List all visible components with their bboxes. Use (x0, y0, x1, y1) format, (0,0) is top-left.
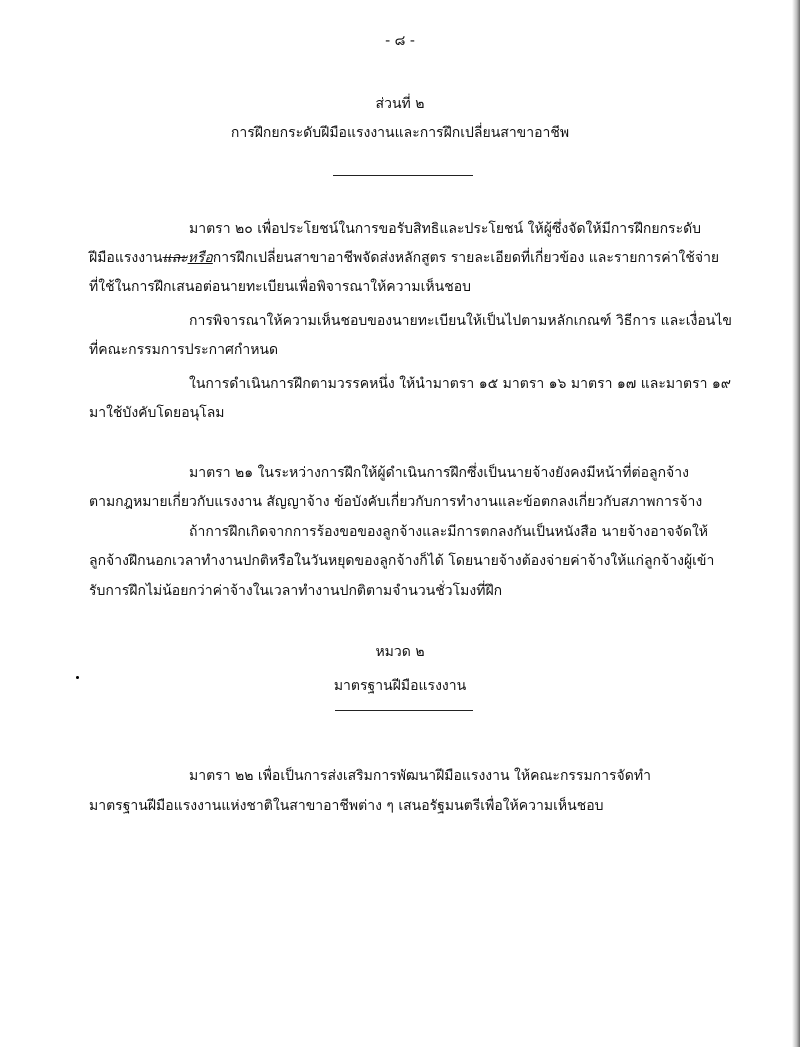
handwritten-correction: หรือ (187, 250, 213, 266)
section21-line1: มาตรา ๒๑ ในระหว่างการฝึกให้ผู้ดำเนินการฝึกซึ่งเป็นนายจ้างยังคงมีหน้าที่ต่อลูกจ้าง (189, 465, 689, 481)
scan-speck (76, 676, 79, 679)
chapter-divider (335, 710, 473, 711)
part-subtitle: การฝึกยกระดับฝีมือแรงงานและการฝึกเปลี่ยนสาขาอาชีพ (230, 125, 570, 141)
section20-line1: มาตรา ๒๐ เพื่อประโยชน์ในการขอรับสิทธิและประโยชน์ ให้ผู้ซึ่งจัดให้มีการฝึกยกระดับ (189, 221, 702, 237)
chapter-subtitle: มาตรฐานฝีมือแรงงาน (333, 678, 467, 694)
section21-line5: รับการฝึกไม่น้อยกว่าค่าจ้างในเวลาทำงานปกติตามจำนวนชั่วโมงที่ฝึก (89, 583, 503, 599)
scan-edge-shadow (792, 0, 800, 1047)
part-title: ส่วนที่ ๒ (375, 96, 425, 112)
section21-line2: ตามกฎหมายเกี่ยวกับแรงงาน สัญญาจ้าง ข้อบังคับเกี่ยวกับการทำงานและข้อตกลงเกี่ยวกับสภาพการจ้าง (89, 494, 703, 510)
struck-text: และ (162, 250, 188, 266)
chapter-title: หมวด ๒ (375, 644, 425, 660)
page-number: - ๘ - (385, 33, 415, 49)
section22-line1: มาตรา ๒๒ เพื่อเป็นการส่งเสริมการพัฒนาฝีมือแรงงาน ให้คณะกรรมการจัดทำ (189, 768, 651, 784)
section21-line3: ถ้าการฝึกเกิดจากการร้องขอของลูกจ้างและมีการตกลงกันเป็นหนังสือ นายจ้างอาจจัดให้ (189, 524, 709, 540)
section20-line7: มาใช้บังคับโดยอนุโลม (89, 405, 225, 421)
section20-line2-post: การฝึกเปลี่ยนสาขาอาชีพจัดส่งหลักสูตร รายละเอียดที่เกี่ยวข้อง และรายการค่าใช้จ่าย (212, 250, 720, 266)
section20-line5: ที่คณะกรรมการประกาศกำหนด (89, 342, 279, 358)
section20-line4: การพิจารณาให้ความเห็นชอบของนายทะเบียนให้เป็นไปตามหลักเกณฑ์ วิธีการ และเงื่อนไข (189, 313, 732, 329)
section21-line4: ลูกจ้างฝึกนอกเวลาทำงานปกติหรือในวันหยุดของลูกจ้างก็ได้ โดยนายจ้างต้องจ่ายค่าจ้างให้แก่ลูกจ้างผู้เข้า (89, 553, 715, 569)
section20-line6: ในการดำเนินการฝึกตามวรรคหนึ่ง ให้นำมาตรา ๑๕ มาตรา ๑๖ มาตรา ๑๗ และมาตรา ๑๙ (189, 376, 732, 392)
section20-line2-pre: ฝีมือแรงงาน (89, 250, 163, 266)
section22-line2: มาตรฐานฝีมือแรงงานแห่งชาติในสาขาอาชีพต่าง ๆ เสนอรัฐมนตรีเพื่อให้ความเห็นชอบ (89, 798, 604, 814)
part-divider (333, 175, 473, 176)
section20-line2 (89, 247, 719, 269)
section20-line3: ที่ใช้ในการฝึกเสนอต่อนายทะเบียนเพื่อพิจารณาให้ความเห็นชอบ (89, 279, 471, 295)
